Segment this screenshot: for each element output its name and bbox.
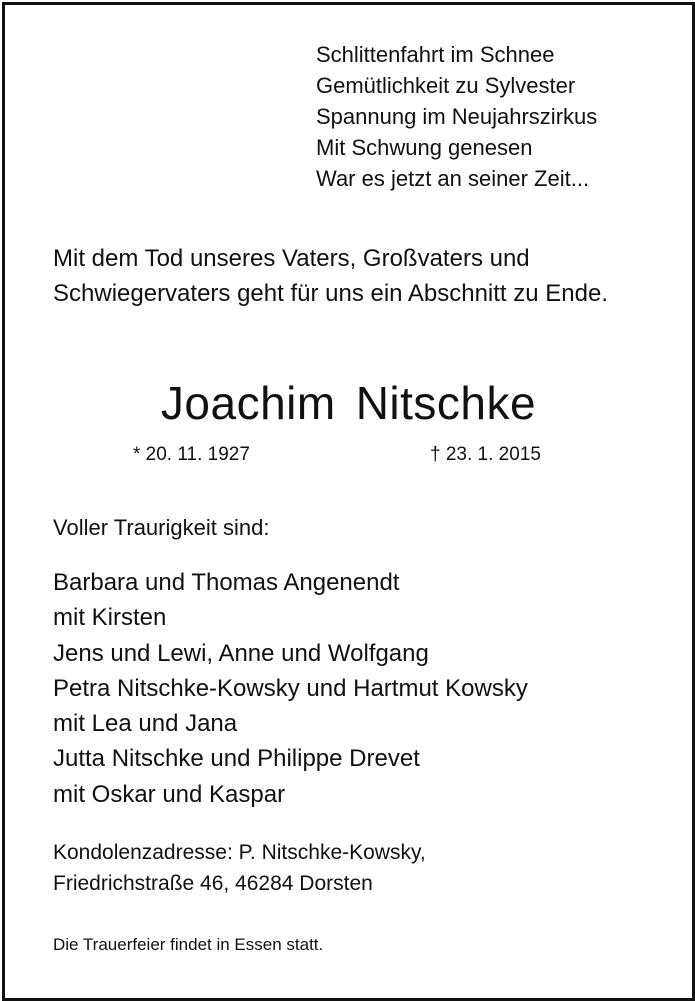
- birth-date: * 20. 11. 1927: [133, 444, 250, 465]
- mourner-line: Jutta Nitschke und Philippe Drevet: [53, 745, 420, 773]
- intro-text: Mit dem Tod unseres Vaters, Großvaters und Schwiegervaters geht für uns ein Abschnitt zu Ende.: [53, 245, 608, 307]
- mourners-list: [53, 565, 528, 812]
- condolence-address: [53, 837, 426, 899]
- poem-line: Spannung im Neujahrszirkus: [316, 104, 598, 129]
- mourner-line: Jens und Lewi, Anne und Wolfgang: [53, 639, 429, 667]
- condolence-line: Kondolenzadresse: P. Nitschke-Kowsky,: [53, 841, 426, 864]
- mourner-line: mit Kirsten: [53, 604, 167, 632]
- mourners-heading: Voller Traurigkeit sind:: [53, 515, 270, 540]
- poem: [316, 39, 597, 194]
- death-date: † 23. 1. 2015: [430, 444, 541, 465]
- mourner-line: mit Oskar und Kaspar: [53, 780, 286, 808]
- poem-line: Mit Schwung genesen: [316, 135, 533, 160]
- mourner-line: Barbara und Thomas Angenendt: [53, 569, 400, 596]
- poem-line: Schlittenfahrt im Schnee: [316, 42, 555, 67]
- service-note: Die Trauerfeier findet in Essen statt.: [53, 935, 324, 954]
- poem-line: War es jetzt an seiner Zeit...: [316, 166, 590, 191]
- deceased-name: [5, 377, 692, 429]
- poem-line: Gemütlichkeit zu Sylvester: [316, 73, 576, 98]
- obituary-notice: [2, 2, 695, 1001]
- condolence-line: Friedrichstraße 46, 46284 Dorsten: [53, 872, 373, 895]
- first-name: Joachim: [160, 377, 336, 429]
- mourner-line: Petra Nitschke-Kowsky und Hartmut Kowsky: [53, 674, 528, 702]
- last-name: Nitschke: [355, 377, 537, 429]
- mourner-line: mit Lea und Jana: [53, 710, 238, 738]
